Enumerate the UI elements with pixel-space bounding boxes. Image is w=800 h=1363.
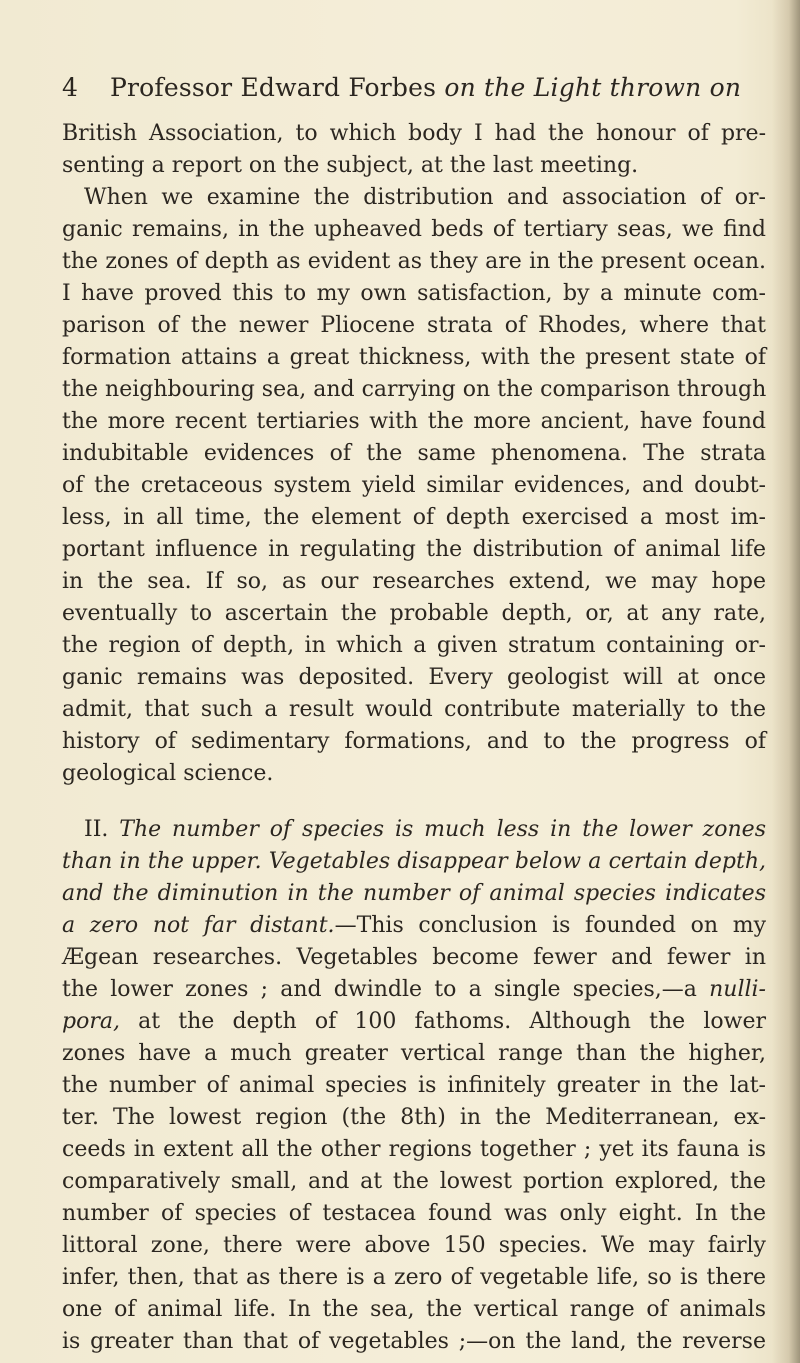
roman-text: the lower zones ; and dwindle to a single species,—a xyxy=(62,977,710,1002)
text-line xyxy=(62,878,766,910)
text-line: ganic remains, in the upheaved beds of tertiary seas, we find xyxy=(62,217,766,242)
text-line: When we examine the distribution and association of or- xyxy=(84,185,766,210)
roman-text: —This conclusion is founded on my xyxy=(334,913,766,938)
italic-text: a zero not far distant. xyxy=(62,913,335,938)
roman-text: at the depth of 100 fathoms. Although the lower xyxy=(119,1009,766,1034)
text-line: less, in all time, the element of depth exercised a most im- xyxy=(62,505,766,530)
text-line: ceeds in extent all the other regions together ; yet its fauna is xyxy=(62,1137,766,1162)
italic-text: and the diminution in the number of animal species indicates xyxy=(62,881,766,906)
running-title: Professor Edward Forbes xyxy=(110,73,437,102)
paragraph-1 xyxy=(62,118,766,182)
text-line: of the cretaceous system yield similar evidences, and doubt- xyxy=(62,473,766,498)
text-line: formation attains a great thickness, with the present state of xyxy=(62,345,766,370)
text-line: one of animal life. In the sea, the vertical range of animals xyxy=(62,1297,766,1322)
text-line: the region of depth, in which a given stratum containing or- xyxy=(62,633,766,658)
text-line: the number of animal species is infinitely greater in the lat- xyxy=(62,1073,766,1098)
text-line: parison of the newer Pliocene strata of Rhodes, where that xyxy=(62,313,766,338)
text-line: history of sedimentary formations, and to the progress of xyxy=(62,729,766,754)
paragraph-spacer xyxy=(62,790,766,814)
text-line: British Association, to which body I had the honour of pre- xyxy=(62,121,766,146)
text-line: ganic remains was deposited. Every geologist will at once xyxy=(62,665,766,690)
italic-text: than in the upper. Vegetables disappear below a certain depth, xyxy=(62,849,766,874)
paragraph-3 xyxy=(62,814,766,1358)
running-head xyxy=(62,68,762,108)
text-line xyxy=(62,846,766,878)
text-line xyxy=(62,910,766,942)
text-line: zones have a much greater vertical range than the higher, xyxy=(62,1041,766,1066)
text-line: geological science. xyxy=(62,761,274,786)
text-line xyxy=(62,1006,766,1038)
text-line: Ægean researches. Vegetables become fewer and fewer in xyxy=(62,945,766,970)
text-line xyxy=(62,974,766,1006)
page-number: 4 xyxy=(62,73,79,102)
body-text xyxy=(62,118,766,1358)
text-line: senting a report on the subject, at the last meeting. xyxy=(62,153,639,178)
text-line: eventually to ascertain the probable depth, or, at any rate, xyxy=(62,601,766,626)
section-numeral: II. xyxy=(84,817,120,842)
text-line: indubitable evidences of the same phenomena. The strata xyxy=(62,441,766,466)
text-line: comparatively small, and at the lowest portion explored, the xyxy=(62,1169,766,1194)
italic-text: nulli- xyxy=(709,977,766,1002)
text-line: in the sea. If so, as our researches extend, we may hope xyxy=(62,569,766,594)
italic-text: The number of species is much less in the lower zones xyxy=(119,817,766,842)
italic-text: pora, xyxy=(62,1009,120,1034)
text-line: the neighbouring sea, and carrying on the comparison through xyxy=(62,377,767,402)
text-line: is greater than that of vegetables ;—on the land, the reverse xyxy=(62,1329,766,1354)
page-edge-shadow xyxy=(772,0,800,1363)
text-line: I have proved this to my own satisfaction, by a minute com- xyxy=(62,281,766,306)
text-line xyxy=(62,814,766,846)
text-line: infer, then, that as there is a zero of vegetable life, so is there xyxy=(62,1265,766,1290)
text-line: the more recent tertiaries with the more ancient, have found xyxy=(62,409,766,434)
paragraph-2 xyxy=(62,182,766,790)
text-line: the zones of depth as evident as they are in the present ocean. xyxy=(62,249,766,274)
text-line: littoral zone, there were above 150 species. We may fairly xyxy=(62,1233,766,1258)
text-line: portant influence in regulating the distribution of animal life xyxy=(62,537,766,562)
text-line: number of species of testacea found was only eight. In the xyxy=(62,1201,766,1226)
text-line: ter. The lowest region (the 8th) in the Mediterranean, ex- xyxy=(62,1105,766,1130)
running-title-italic: on the Light thrown on xyxy=(444,73,742,102)
text-line: admit, that such a result would contribute materially to the xyxy=(62,697,766,722)
